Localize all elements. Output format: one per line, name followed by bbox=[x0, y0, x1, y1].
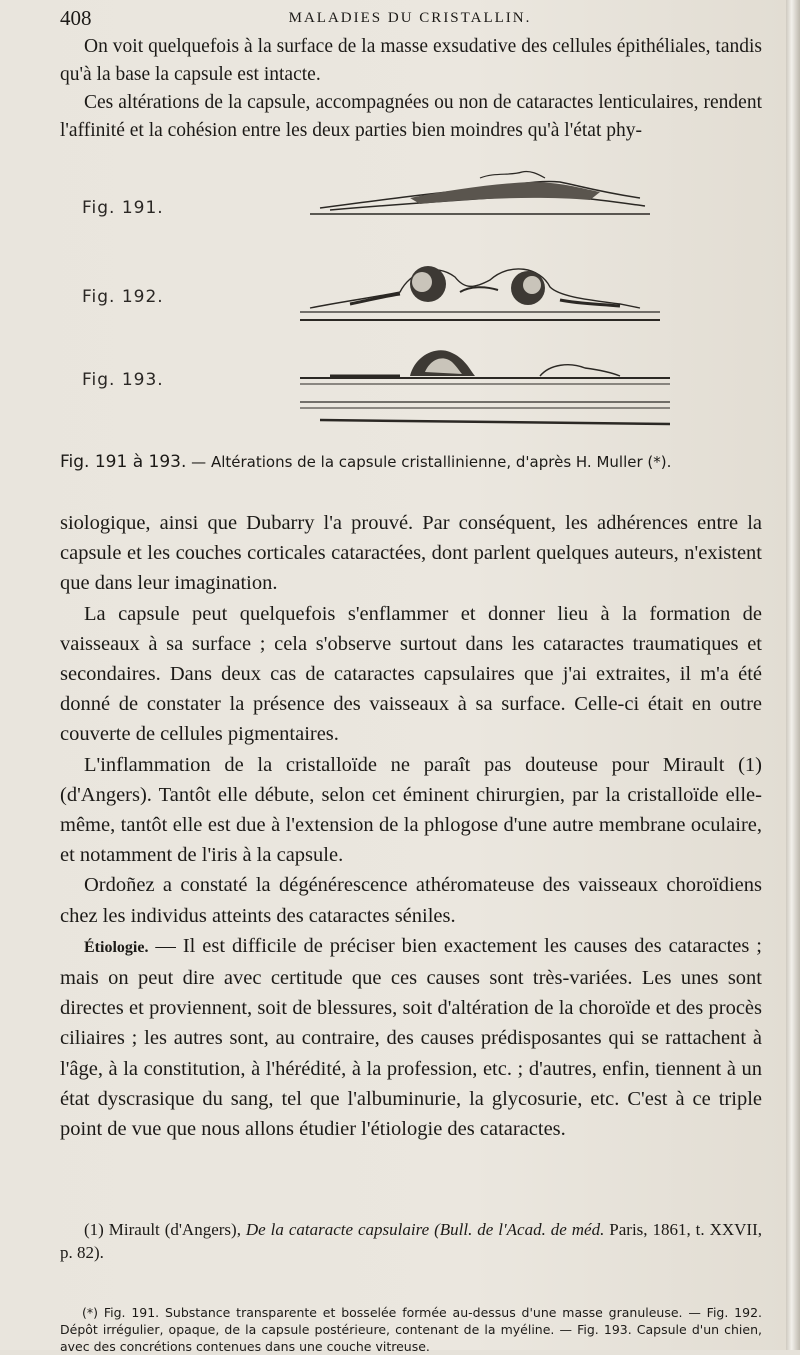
figure-note-text: (*) Fig. 191. Substance transparente et bosselée formée au-dessus d'une masse granuleuse. — Fig. 192. Dépôt irrégulier, opaque, de la capsule postérieure, contenant de la myéline. — Fig. 193. Capsule d'un chien, avec des concrétions contenues dans une couche vitreuse. bbox=[60, 1305, 762, 1354]
footnote-source: (Bull. de l'Acad. de méd. bbox=[434, 1220, 605, 1239]
etiology-text: — Il est difficile de préciser bien exactement les causes des cataractes ; mais on peut dire avec certitude que ces causes sont très-variées. Les unes sont directes et proviennent, soit de blessures, soit d'altération de la choroïde et des procès ciliaires ; les autres sont, au contraire, des causes prédisposantes qui se rattachent à l'âge, à la constitution, à l'hérédité, à la profession, etc. ; d'autres, enfin, tiennent à un état dyscrasique du sang, tel que l'albuminurie, la glycosurie, etc. C'est à ce triple point de vue que nous allons étudier l'étiologie des cataractes. bbox=[60, 934, 762, 1141]
footnote bbox=[60, 1218, 762, 1264]
caption-text: — Altérations de la capsule cristallinienne, d'après H. Muller (*). bbox=[191, 453, 672, 471]
footnote-title: De la cataracte capsulaire bbox=[245, 1220, 430, 1239]
page-number: 408 bbox=[60, 6, 92, 30]
figure-label-191: Fig. 191. bbox=[82, 198, 164, 218]
figure-label-193: Fig. 193. bbox=[82, 370, 164, 390]
figure-label-192: Fig. 192. bbox=[82, 287, 164, 307]
running-title: MALADIES DU CRISTALLIN. bbox=[288, 10, 532, 26]
section-heading: Étiologie. bbox=[84, 938, 149, 956]
caption-prefix: Fig. 191 à 193. bbox=[60, 452, 187, 472]
top-text bbox=[60, 33, 762, 145]
page-header bbox=[60, 6, 760, 32]
etiology-paragraph bbox=[60, 931, 762, 1144]
paragraph: L'inflammation de la cristalloïde ne paraît pas douteuse pour Mirault (1) (d'Angers). Tantôt elle débute, selon cet éminent chirurgien, par la cristalloïde elle-même, tantôt elle est due à l'extension de la phlogose d'une autre membrane oculaire, et notamment de l'iris à la capsule. bbox=[60, 753, 762, 867]
page-edge bbox=[786, 0, 800, 1350]
paragraph: Ordoñez a constaté la dégénérescence athéromateuse des vaisseaux choroïdiens chez les individus atteints des cataractes séniles. bbox=[60, 874, 762, 927]
figure-192-drawing bbox=[260, 242, 680, 332]
figure-note bbox=[60, 1304, 762, 1355]
main-text bbox=[60, 508, 762, 1144]
paragraph: On voit quelquefois à la surface de la masse exsudative des cellules épithéliales, tandis qu'à la base la capsule est intacte. bbox=[60, 36, 762, 85]
paragraph: La capsule peut quelquefois s'enflammer et donner lieu à la formation de vaisseaux à sa surface ; cela s'observe surtout dans les cataractes traumatiques et secondaires. Dans deux cas de cataractes capsulaires que j'ai extraites, il m'a été donné de constater la présence des vaisseaux à sa surface. Celle-ci était en outre couverte de cellules pigmentaires. bbox=[60, 602, 762, 746]
paragraph: siologique, ainsi que Dubarry l'a prouvé. Par conséquent, les adhérences entre la capsule et les couches corticales cataractées, dont parlent quelques auteurs, n'existent que dans leur imagination. bbox=[60, 512, 762, 595]
figure-193-drawing bbox=[260, 342, 680, 442]
paragraph: Ces altérations de la capsule, accompagnées ou non de cataractes lenticulaires, rendent l'affinité et la cohésion entre les deux parties bien moindres qu'à l'état phy- bbox=[60, 92, 762, 141]
figure-caption bbox=[60, 452, 762, 472]
footnote-author: (1) Mirault (d'Angers), bbox=[84, 1220, 241, 1239]
figure-191-drawing bbox=[260, 170, 680, 225]
footnote-rest: Paris, 1861, t. XXVII, p. 82). bbox=[60, 1220, 762, 1262]
figure-group bbox=[60, 170, 760, 445]
footnote-text bbox=[60, 1218, 762, 1264]
